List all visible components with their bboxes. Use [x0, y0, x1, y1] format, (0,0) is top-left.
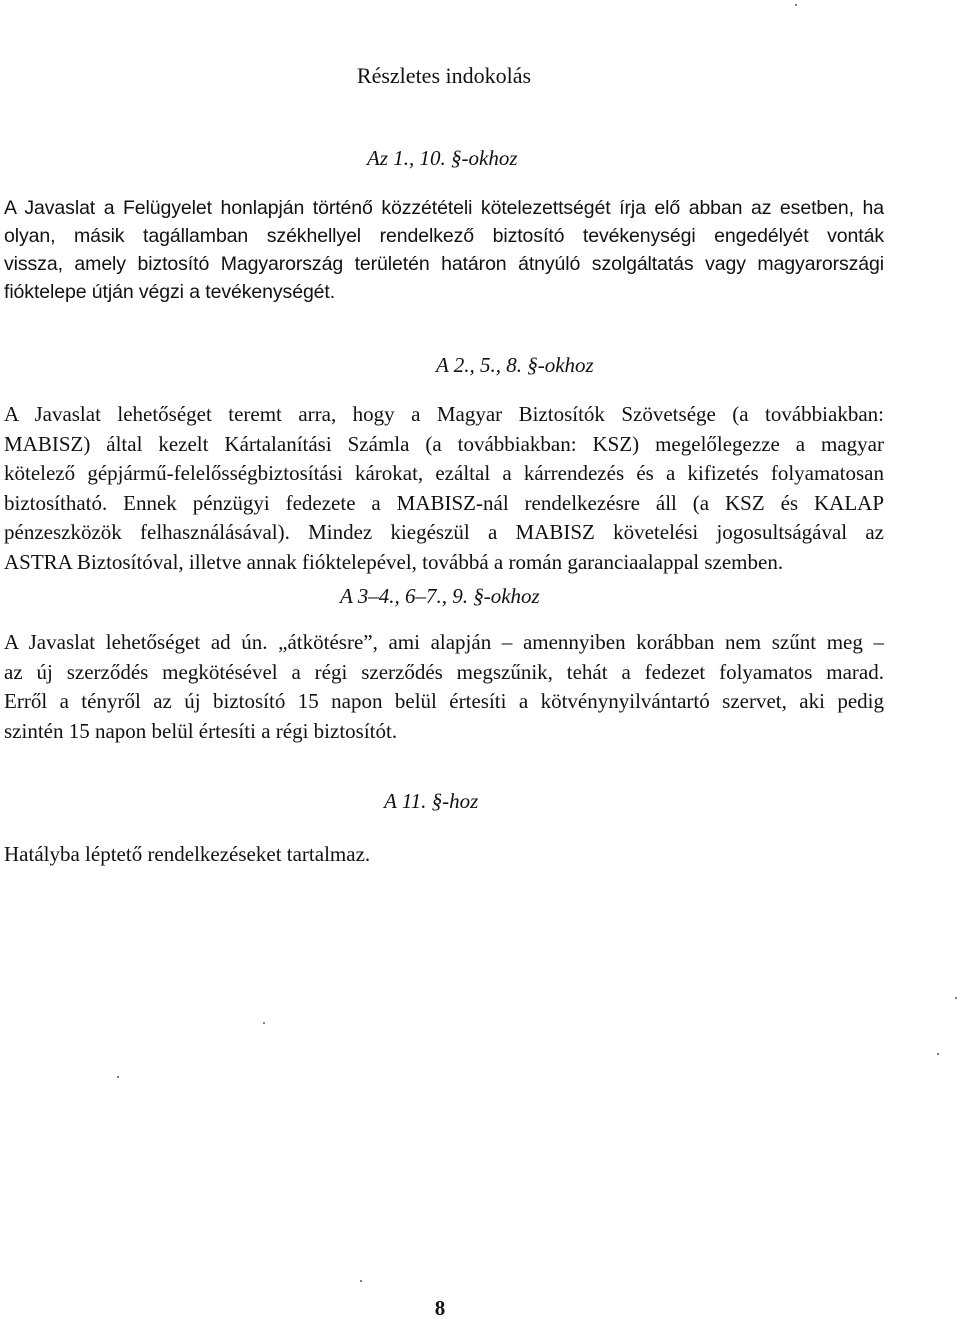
- scan-speck: [795, 4, 797, 6]
- paragraph-line: A Javaslat lehetőséget ad ún. „átkötésre”, ami alapján – amennyiben korábban nem szűnt meg –: [4, 630, 884, 654]
- paragraph-line: olyan, másik tagállamban székhellyel rendelkező biztosító tevékenységi engedélyét vonták: [4, 225, 884, 247]
- paragraph-line: az új szerződés megkötésével a régi szerződés megszűnik, tehát a fedezet folyamatos marad.: [4, 659, 884, 684]
- page-number: 8: [434, 1296, 446, 1320]
- section-paragraph-1: [4, 194, 884, 306]
- scan-speck: [955, 997, 957, 999]
- scan-speck: [937, 1053, 939, 1055]
- section-heading-4: A 11. §-hoz: [384, 789, 479, 813]
- paragraph-line: ASTRA Biztosítóval, illetve annak fióktelepével, továbbá a román garanciaalappal szemben.: [4, 549, 784, 574]
- section-paragraph-4: [4, 840, 424, 868]
- paragraph-line: MABISZ) által kezelt Kártalanítási Számla (a továbbiakban: KSZ) megelőlegezze a magyar: [4, 431, 884, 456]
- paragraph-line: A Javaslat a Felügyelet honlapján történő közzétételi kötelezettségét írja elő abban az esetben, ha: [4, 197, 884, 219]
- section-paragraph-2: [4, 400, 884, 577]
- paragraph-line: pénzeszközök felhasználásával). Mindez kiegészül a MABISZ követelési jogosultságával az: [4, 520, 884, 544]
- paragraph-line: A Javaslat lehetőséget teremt arra, hogy a Magyar Biztosítók Szövetsége (a továbbiakban:: [4, 402, 884, 426]
- scan-speck: [117, 1076, 119, 1078]
- section-heading-3: A 3–4., 6–7., 9. §-okhoz: [340, 584, 540, 608]
- section-heading-1: Az 1., 10. §-okhoz: [367, 146, 518, 170]
- section-heading-2: A 2., 5., 8. §-okhoz: [436, 353, 594, 377]
- paragraph-line: fióktelepe útján végzi a tevékenységét.: [4, 281, 336, 303]
- paragraph-line: szintén 15 napon belül értesíti a régi biztosítót.: [4, 718, 398, 743]
- paragraph-line: kötelező gépjármű-felelősségbiztosítási károkat, ezáltal a kárrendezés és a kifizetés folyamatosan: [4, 461, 884, 485]
- paragraph-line: vissza, amely biztosító Magyarország területén határon átnyúló szolgáltatás vagy magyarországi: [4, 253, 884, 275]
- paragraph-line: biztosítható. Ennek pénzügyi fedezete a MABISZ-nál rendelkezésre áll (a KSZ és KALAP: [4, 490, 884, 515]
- page-title: Részletes indokolás: [356, 63, 532, 88]
- paragraph-line: Erről a tényről az új biztosító 15 napon belül értesíti a kötvénynyilvántartó szervet, aki pedig: [4, 689, 884, 713]
- paragraph-line: Hatályba léptető rendelkezéseket tartalmaz.: [4, 842, 371, 866]
- section-paragraph-3: [4, 628, 884, 746]
- scan-speck: [360, 1280, 362, 1282]
- scan-speck: [263, 1022, 265, 1024]
